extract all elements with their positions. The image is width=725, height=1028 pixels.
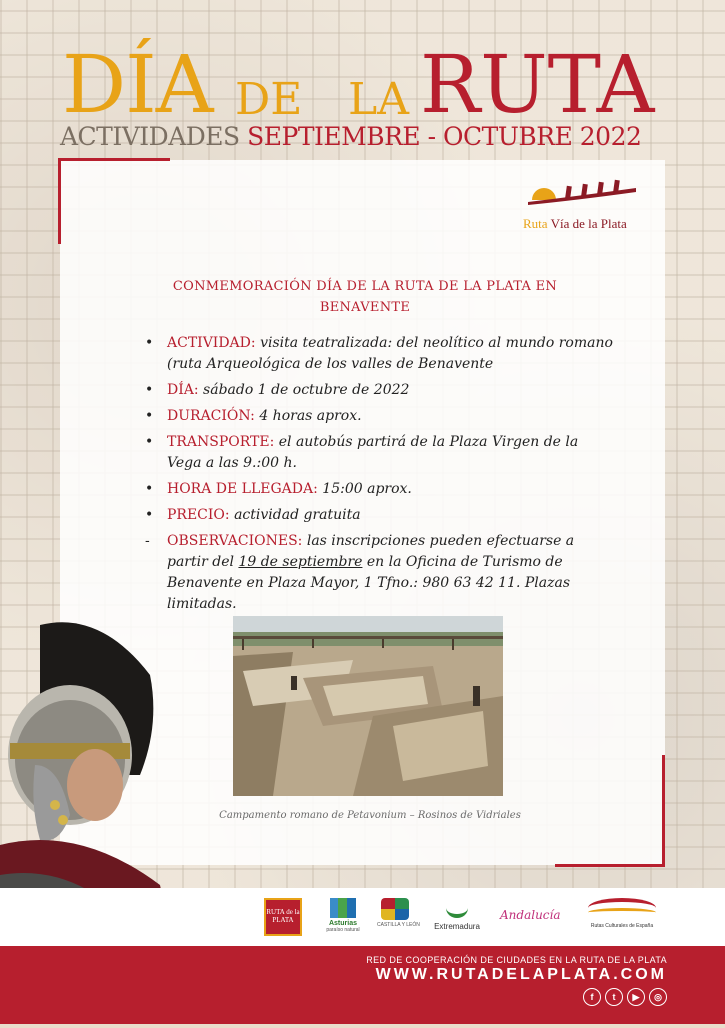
title-de: DE (235, 74, 303, 125)
signup-date: 19 de septiembre (238, 554, 363, 570)
network-text: RED DE COOPERACIÓN DE CIUDADES EN LA RUTA DE LA PLATA (366, 955, 667, 965)
list-item-duracion: • DURACIÓN: 4 horas aprox. (145, 408, 362, 424)
sponsor-extremadura: Extremadura (430, 898, 484, 938)
sponsor-rutas-culturales: Rutas Culturales de España (582, 898, 662, 938)
event-subtitle (60, 122, 680, 151)
heading-line-2: BENAVENTE (319, 300, 411, 315)
list-item-precio: • PRECIO: actividad gratuita (145, 507, 361, 523)
subtitle-dates: SEPTIEMBRE - OCTUBRE 2022 (247, 122, 642, 151)
list-item-hora-llegada: • HORA DE LLEGADA: 15:00 aprox. (145, 481, 412, 497)
event-title (60, 36, 670, 131)
corner-frame-top-left (58, 158, 61, 244)
activity-details-list (145, 333, 615, 620)
sponsor-ruta-de-la-plata: RUTA de la PLATA (264, 898, 304, 938)
photo-caption: Campamento romano de Petavonium – Rosinos de Vidriales (219, 810, 521, 821)
corner-frame-top-left-h (58, 158, 170, 161)
list-item-dia: • DÍA: sábado 1 de octubre de 2022 (145, 382, 410, 398)
facebook-icon[interactable]: f (583, 988, 601, 1006)
youtube-icon[interactable]: ▶ (627, 988, 645, 1006)
logo-word-ruta: Ruta (523, 216, 548, 231)
corner-frame-bottom-right-h (555, 864, 665, 867)
subtitle-activities: ACTIVIDADES (60, 122, 240, 151)
excavation-photo (233, 616, 503, 796)
activity-heading (150, 276, 580, 318)
sponsor-logos-bar (0, 888, 725, 946)
list-item-transporte: • TRANSPORTE: el autobús partirá de la Plaza Virgen de la Vega a las 9.:00 h. (145, 434, 579, 471)
ruta-via-de-la-plata-logo (518, 178, 648, 238)
twitter-icon[interactable]: t (605, 988, 623, 1006)
social-icons (583, 988, 667, 1006)
title-dia: DÍA (62, 38, 213, 131)
title-la: LA (348, 74, 409, 125)
title-ruta: RUTA (420, 38, 655, 131)
logo-word-via: Vía de la Plata (550, 216, 627, 231)
list-item-actividad: • ACTIVIDAD: visita teatralizada: del neolítico al mundo romano (ruta Arqueológica de los valles de Benavente (145, 335, 613, 372)
sponsor-asturias: Asturias paraíso natural (322, 898, 364, 938)
logo-text (523, 216, 627, 232)
instagram-icon[interactable]: ◎ (649, 988, 667, 1006)
list-item-observaciones: - OBSERVACIONES: las inscripciones pueden efectuarse a partir del 19 de septiembre en la Oficina de Turismo de Benavente en Plaza Mayor, 1 Tfno.: 980 63 42 11. Plazas limitadas. (145, 533, 575, 612)
sponsor-castilla-y-leon: CASTILLA Y LEÓN (377, 898, 413, 938)
corner-frame-bottom-right (662, 755, 665, 867)
sponsor-andalucia: Andalucía (500, 908, 561, 922)
sun-bridge-logo-icon (518, 178, 648, 214)
heading-line-1: CONMEMORACIÓN DÍA DE LA RUTA DE LA PLATA EN (172, 279, 558, 294)
website-link[interactable]: WWW.RUTADELAPLATA.COM (375, 966, 667, 983)
